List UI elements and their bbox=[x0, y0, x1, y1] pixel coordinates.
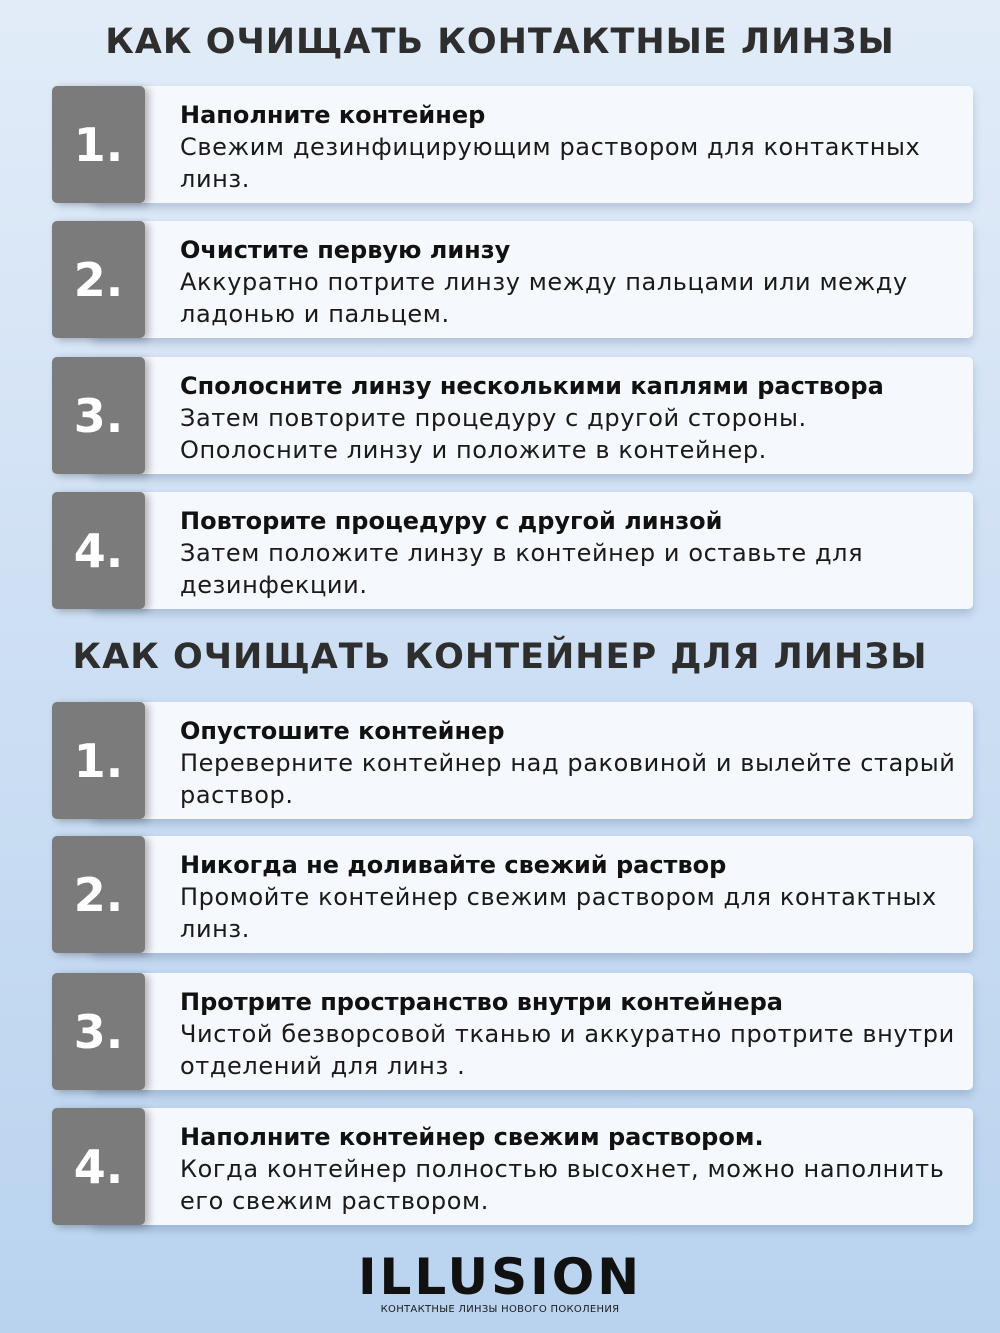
step-heading: Никогда не доливайте свежий раствор bbox=[180, 851, 727, 879]
brand-logo bbox=[0, 1250, 1000, 1316]
step-number-box bbox=[52, 973, 145, 1090]
step-number: 1. bbox=[73, 733, 124, 788]
step-heading: Сполосните линзу несколькими каплями раствора bbox=[180, 372, 884, 400]
step-description: Затем положите линзу в контейнер и оставьте для дезинфекции. bbox=[180, 539, 864, 599]
step-heading: Очистите первую линзу bbox=[180, 236, 511, 264]
step-description: Когда контейнер полностью высохнет, можно наполнить его свежим раствором. bbox=[180, 1155, 945, 1215]
step-card bbox=[52, 357, 973, 474]
section-title-container-cleaning: КАК ОЧИЩАТЬ КОНТЕЙНЕР ДЛЯ ЛИНЗЫ bbox=[72, 637, 928, 677]
step-heading: Повторите процедуру с другой линзой bbox=[180, 507, 723, 535]
step-heading: Наполните контейнер bbox=[180, 101, 486, 129]
step-card bbox=[52, 836, 973, 953]
step-heading: Протрите пространство внутри контейнера bbox=[180, 988, 783, 1016]
step-description: Аккуратно потрите линзу между пальцами или между ладонью и пальцем. bbox=[180, 268, 908, 328]
step-card bbox=[52, 702, 973, 819]
step-heading: Наполните контейнер свежим раствором. bbox=[180, 1123, 764, 1151]
step-description: Переверните контейнер над раковиной и вылейте старый раствор. bbox=[180, 749, 956, 809]
step-heading: Опустошите контейнер bbox=[180, 717, 505, 745]
step-description: Затем повторите процедуру с другой стороны. Ополосните линзу и положите в контейнер. bbox=[180, 404, 807, 464]
step-number: 3. bbox=[73, 388, 124, 443]
step-card bbox=[52, 492, 973, 609]
section-title-lens-cleaning: КАК ОЧИЩАТЬ КОНТАКТНЫЕ ЛИНЗЫ bbox=[105, 22, 895, 62]
step-number-box bbox=[52, 86, 145, 203]
step-description: Чистой безворсовой тканью и аккуратно протрите внутри отделений для линз . bbox=[180, 1020, 955, 1080]
step-number-box bbox=[52, 836, 145, 953]
step-number: 1. bbox=[73, 117, 124, 172]
step-number-box bbox=[52, 221, 145, 338]
step-number-box bbox=[52, 492, 145, 609]
step-description: Промойте контейнер свежим раствором для контактных линз. bbox=[180, 883, 937, 943]
step-card bbox=[52, 221, 973, 338]
step-number: 2. bbox=[73, 867, 124, 922]
step-number-box bbox=[52, 702, 145, 819]
step-number: 2. bbox=[73, 252, 124, 307]
step-card bbox=[52, 973, 973, 1090]
brand-tagline: КОНТАКТНЫЕ ЛИНЗЫ НОВОГО ПОКОЛЕНИЯ bbox=[380, 1304, 620, 1315]
step-number: 4. bbox=[73, 523, 124, 578]
step-card bbox=[52, 86, 973, 203]
step-number-box bbox=[52, 1108, 145, 1225]
step-number: 4. bbox=[73, 1139, 124, 1194]
step-description: Свежим дезинфицирующим раствором для контактных линз. bbox=[180, 133, 921, 193]
step-number-box bbox=[52, 357, 145, 474]
step-number: 3. bbox=[73, 1004, 124, 1059]
step-card bbox=[52, 1108, 973, 1225]
brand-name: ILLUSION bbox=[357, 1248, 643, 1306]
